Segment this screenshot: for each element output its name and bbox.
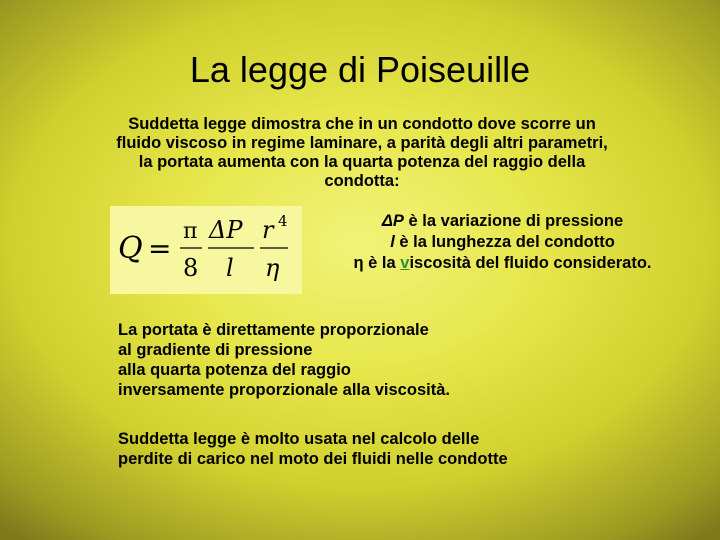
- usage-block: [118, 429, 508, 469]
- proportionality-line: inversamente proporzionale alla viscosità.: [118, 381, 450, 399]
- legend-text-l: è la lunghezza del condotto: [394, 233, 615, 251]
- legend-text-delta-p: è la variazione di pressione: [403, 212, 624, 230]
- poiseuille-formula: [110, 206, 302, 294]
- formula-delta-p: ΔP: [209, 216, 243, 244]
- usage-line: Suddetta legge è molto usata nel calcolo delle: [118, 430, 480, 448]
- legend-symbol-delta-p: ΔP: [381, 212, 404, 230]
- formula-eight: 8: [183, 254, 199, 282]
- formula-legend: [330, 211, 675, 274]
- formula-pi: π: [183, 219, 198, 244]
- legend-line-length: [330, 232, 675, 253]
- legend-line-viscosity: [330, 253, 675, 274]
- usage-line: perdite di carico nel moto dei fluidi nelle condotte: [118, 450, 508, 468]
- proportionality-line: La portata è direttamente proporzionale: [118, 321, 429, 339]
- legend-text-eta: iscosità del fluido considerato.: [409, 254, 652, 272]
- formula-l: l: [226, 254, 234, 282]
- proportionality-block: [118, 320, 450, 400]
- formula-r: r: [262, 216, 274, 244]
- legend-symbol-l: l: [390, 233, 395, 251]
- legend-prefix-eta: η è la: [353, 254, 401, 272]
- viscosity-link[interactable]: v: [400, 254, 410, 272]
- formula-eta: η: [265, 254, 280, 282]
- intro-paragraph: Suddetta legge dimostra che in un condotto dove scorre un fluido viscoso in regime laminare, a parità degli altri parametri, la portata aumenta con la quarta potenza del raggio della condotta:: [116, 115, 608, 190]
- formula-exponent: 4: [278, 212, 288, 230]
- proportionality-line: al gradiente di pressione: [118, 341, 313, 359]
- proportionality-line: alla quarta potenza del raggio: [118, 361, 351, 379]
- legend-line-delta-p: [330, 211, 675, 232]
- formula-equals: =: [148, 232, 172, 265]
- formula-svg: [110, 206, 302, 294]
- slide-title: La legge di Poiseuille: [189, 49, 531, 90]
- formula-q: Q: [118, 231, 143, 266]
